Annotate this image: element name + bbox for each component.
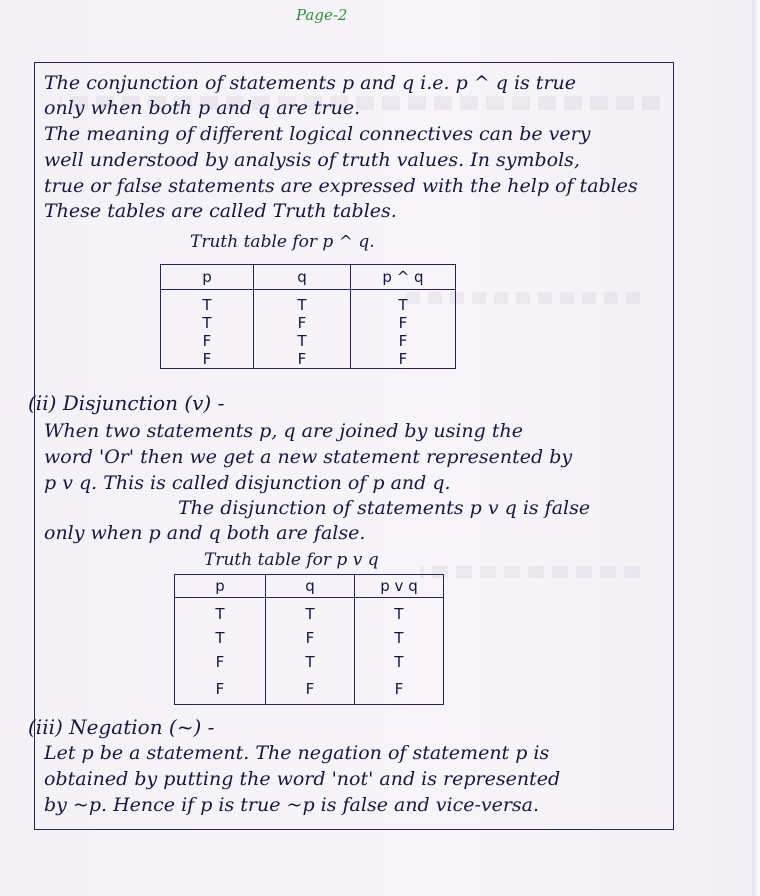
disjunction-line-1: When two statements p, q are joined by using the [44, 420, 523, 442]
intro-line-2: only when both p and q are true. [44, 97, 361, 119]
intro-line-4: well understood by analysis of truth values. In symbols, [44, 149, 580, 171]
table-cell: T [266, 650, 355, 674]
negation-line-3: by ~p. Hence if p is true ~p is false and vice-versa. [44, 794, 540, 816]
table-cell: T [175, 598, 266, 627]
table-cell: F [266, 626, 355, 650]
truth-table-conjunction [160, 264, 456, 369]
intro-line-5: true or false statements are expressed with the help of tables [44, 175, 638, 197]
intro-line-3: The meaning of different logical connectives can be very [44, 123, 591, 145]
table-cell: F [161, 332, 254, 350]
table-cell: F [254, 350, 351, 369]
table-cell: T [266, 598, 355, 627]
intro-line-1: The conjunction of statements p and q i.e. p ^ q is true [44, 72, 577, 94]
table-cell: F [355, 674, 444, 705]
table-cell: T [355, 650, 444, 674]
table-cell: T [161, 314, 254, 332]
column-header: q [254, 265, 351, 290]
page-number: Page-2 [296, 6, 348, 24]
negation-line-1: Let p be a statement. The negation of statement p is [44, 742, 550, 764]
disjunction-heading: (ii) Disjunction (v) - [28, 391, 225, 415]
table-cell: T [161, 290, 254, 315]
table-cell: F [351, 314, 456, 332]
page-edge [752, 0, 760, 896]
column-header: p [161, 265, 254, 290]
table-cell: T [355, 598, 444, 627]
table-header-row [175, 575, 444, 598]
table-cell: T [254, 290, 351, 315]
table-cell: F [254, 314, 351, 332]
disjunction-line-4: The disjunction of statements p v q is false [178, 497, 591, 519]
table-row [175, 626, 444, 650]
table-row [161, 314, 456, 332]
intro-line-6: These tables are called Truth tables. [44, 200, 397, 222]
column-header: p v q [355, 575, 444, 598]
table-cell: F [266, 674, 355, 705]
truth-table-conjunction-caption: Truth table for p ^ q. [190, 232, 375, 252]
table-row [175, 674, 444, 705]
table-row [161, 290, 456, 315]
table-cell: T [175, 626, 266, 650]
column-header: p [175, 575, 266, 598]
disjunction-line-5: only when p and q both are false. [44, 522, 366, 544]
table-row [175, 598, 444, 627]
truth-table-disjunction-caption: Truth table for p v q [204, 550, 379, 570]
table-row [161, 350, 456, 369]
table-cell: F [161, 350, 254, 369]
table-cell: F [351, 350, 456, 369]
column-header: p ^ q [351, 265, 456, 290]
table-cell: T [254, 332, 351, 350]
truth-table-disjunction [174, 574, 444, 705]
column-header: q [266, 575, 355, 598]
disjunction-line-2: word 'Or' then we get a new statement represented by [44, 446, 573, 468]
table-cell: F [351, 332, 456, 350]
table-cell: F [175, 650, 266, 674]
table-header-row [161, 265, 456, 290]
negation-heading: (iii) Negation (~) - [28, 715, 215, 739]
table-cell: T [351, 290, 456, 315]
table-cell: T [355, 626, 444, 650]
table-row [175, 650, 444, 674]
negation-line-2: obtained by putting the word 'not' and is represented [44, 768, 561, 790]
table-cell: F [175, 674, 266, 705]
disjunction-line-3: p v q. This is called disjunction of p and q. [44, 472, 451, 494]
table-row [161, 332, 456, 350]
